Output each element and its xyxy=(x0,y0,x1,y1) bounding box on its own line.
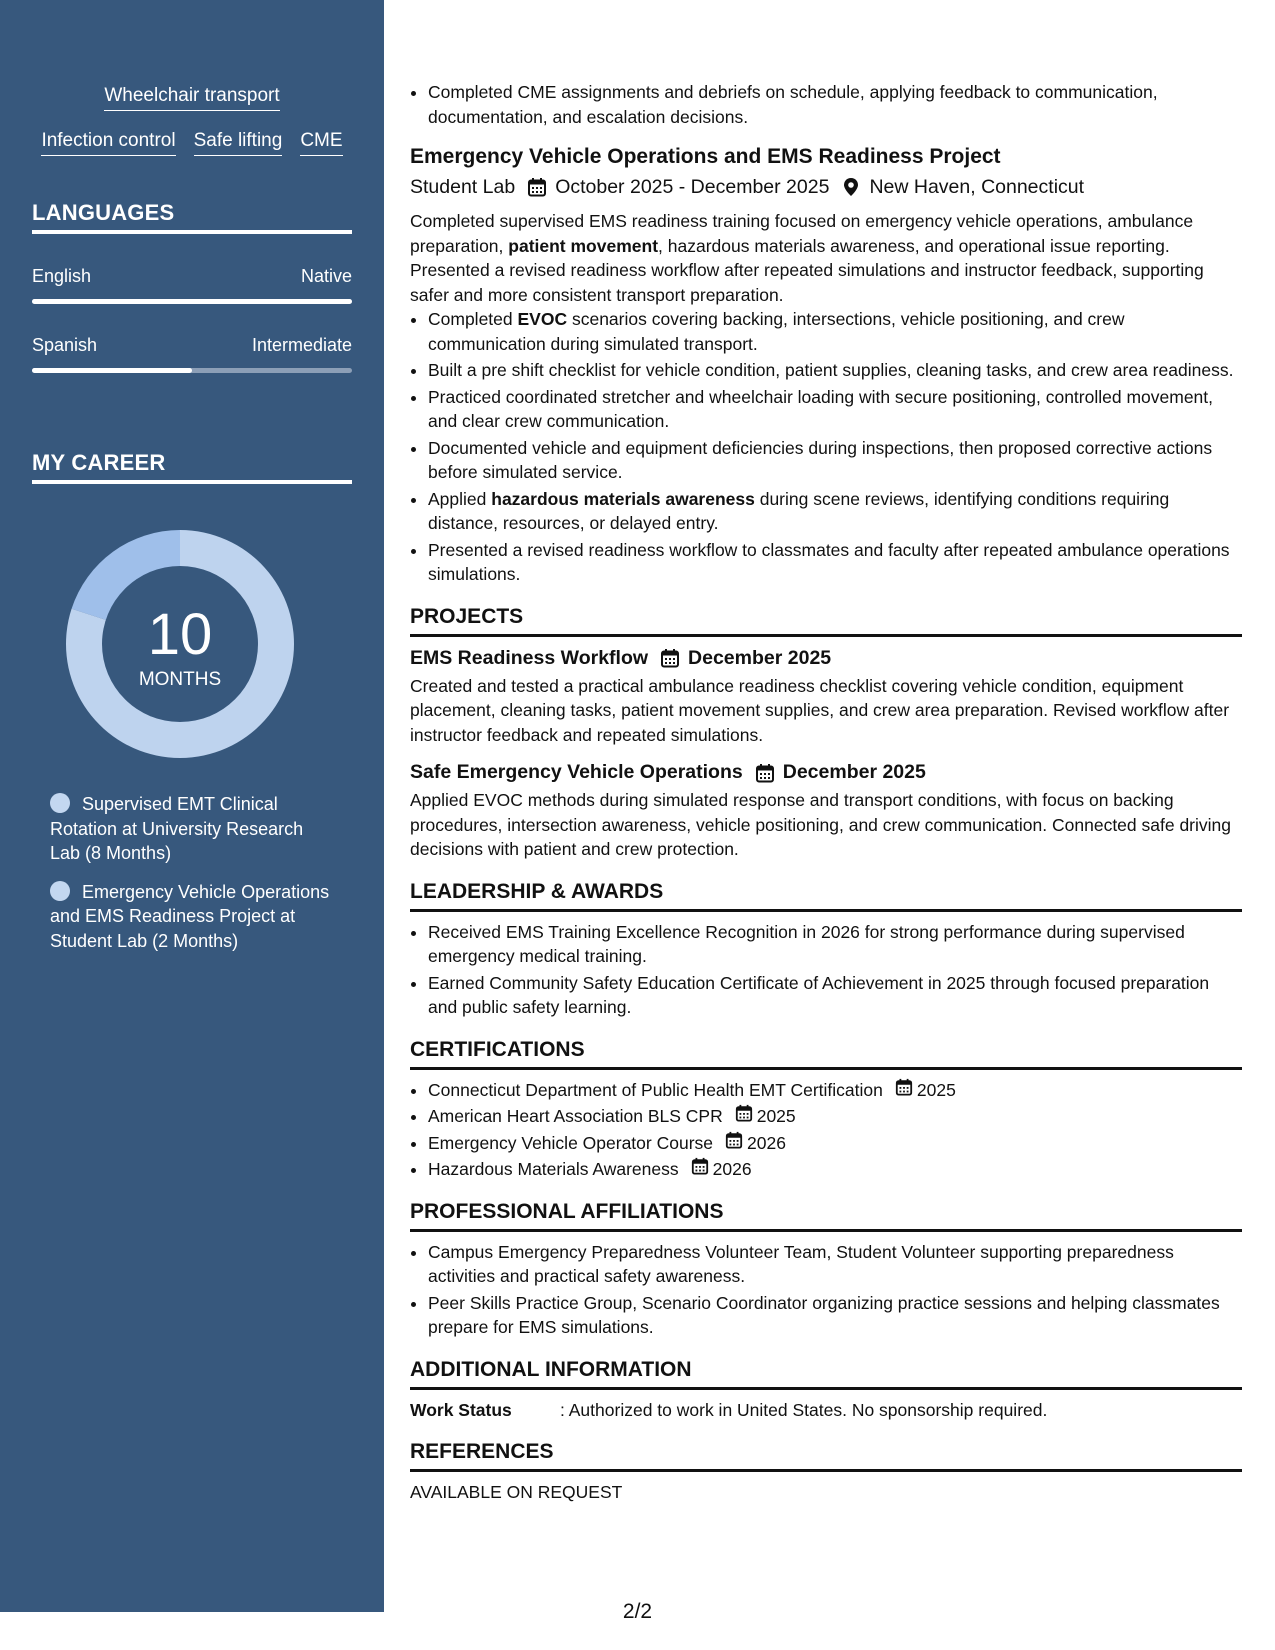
list-item xyxy=(428,1131,1242,1156)
skills-tags xyxy=(0,84,384,174)
list-item: • Built a pre shift checklist for vehicle condition, patient supplies, cleaning tasks, and crew area readiness. xyxy=(428,358,1242,383)
list-item: • Received EMS Training Excellence Recognition in 2026 for strong performance during supervised emergency medical training. xyxy=(428,920,1242,969)
list-item xyxy=(428,1157,1242,1182)
experience-location: New Haven, Connecticut xyxy=(869,176,1085,198)
list-item: • Campus Emergency Preparedness Volunteer Team, Student Volunteer supporting preparedness activities and practical safety awareness. xyxy=(428,1240,1242,1289)
language-bar-fill xyxy=(32,299,352,304)
language-name: Spanish xyxy=(32,335,98,355)
language-bar-fill xyxy=(32,368,192,373)
project-title xyxy=(410,759,1242,786)
cert-year: 2025 xyxy=(756,1106,796,1126)
career-unit: MONTHS xyxy=(138,669,222,690)
summary-text: Completed supervised EMS readiness training focused on emergency vehicle operations, ambulance preparation, xyxy=(410,211,1194,256)
bullet-bold: EVOC xyxy=(517,309,568,329)
main-content xyxy=(410,80,1242,1504)
cert-year: 2026 xyxy=(747,1132,786,1153)
project-name: EMS Readiness Workflow xyxy=(410,646,649,669)
career-donut-chart xyxy=(66,530,294,758)
project-name: Safe Emergency Vehicle Operations xyxy=(410,761,743,783)
calendar-icon xyxy=(725,1131,743,1149)
language-spanish xyxy=(32,335,352,373)
language-name: English xyxy=(32,266,92,286)
experience-meta xyxy=(410,173,1242,201)
project-desc: Applied EVOC methods during simulated response and transport conditions, with focus on backing procedures, intersection awareness, vehicle positioning, and crew communication. Connected safe driving decisions with patient and crew protection. xyxy=(410,790,1231,859)
cert-name: American Heart Association BLS CPR xyxy=(428,1106,723,1126)
list-item xyxy=(428,307,1242,356)
top-bullets xyxy=(410,80,1242,129)
bullet-text: Completed xyxy=(428,309,518,329)
language-bar xyxy=(32,299,352,304)
career-item-label: Emergency Vehicle Operations and EMS Readiness Project at Student Lab (2 Months) xyxy=(50,881,330,951)
experience-org: Student Lab xyxy=(410,176,516,198)
list-item: • Practiced coordinated stretcher and wheelchair loading with secure positioning, controlled movement, and clear crew communication. xyxy=(428,385,1242,434)
certifications-list xyxy=(410,1078,1242,1182)
career-list xyxy=(50,792,330,967)
cert-year: 2025 xyxy=(916,1079,956,1100)
calendar-icon xyxy=(755,763,775,783)
references-value: AVAILABLE ON REQUEST xyxy=(410,1481,623,1502)
bullet-text: Applied xyxy=(428,488,492,509)
experience-summary xyxy=(410,209,1242,307)
affiliations-heading: PROFESSIONAL AFFILIATIONS xyxy=(410,1198,1242,1232)
work-status-row xyxy=(410,1398,1242,1422)
language-english xyxy=(32,266,352,304)
experience-dates: October 2025 - December 2025 xyxy=(555,176,830,198)
page-number: 2/2 xyxy=(622,1600,653,1623)
additional-heading: ADDITIONAL INFORMATION xyxy=(410,1356,1242,1390)
cert-name: Emergency Vehicle Operator Course xyxy=(428,1132,713,1153)
summary-text: , hazardous materials awareness, and operational issue reporting. Presented a revised readiness workflow after repeated simulations and instructor feedback, supporting safer and more consistent transport preparation. xyxy=(410,235,1204,305)
career-item-label: Supervised EMT Clinical Rotation at University Research Lab (8 Months) xyxy=(50,794,304,863)
list-item xyxy=(428,1104,1242,1129)
references-heading: REFERENCES xyxy=(410,1438,1242,1472)
skills-row-1 xyxy=(0,84,384,111)
map-pin-icon xyxy=(841,177,861,197)
skill-tag: Infection control xyxy=(41,129,175,156)
list-item xyxy=(428,1078,1242,1103)
career-dot xyxy=(50,793,70,813)
list-item: • Peer Skills Practice Group, Scenario Coordinator organizing practice sessions and helping classmates prepare for EMS simulations. xyxy=(428,1291,1242,1340)
sidebar xyxy=(0,0,384,1612)
certifications-heading: CERTIFICATIONS xyxy=(410,1036,1242,1070)
career-dot xyxy=(50,881,70,901)
project-date: December 2025 xyxy=(688,646,832,669)
cert-year: 2026 xyxy=(712,1159,752,1179)
career-item xyxy=(50,792,330,866)
skill-tag: CME xyxy=(300,129,342,156)
calendar-icon xyxy=(691,1157,709,1175)
list-item: • Presented a revised readiness workflow to classmates and faculty after repeated ambulance operations simulations. xyxy=(428,538,1242,587)
calendar-icon xyxy=(735,1104,753,1122)
language-bar xyxy=(32,368,352,373)
language-level: Native xyxy=(300,266,352,286)
skills-row-2 xyxy=(0,129,384,156)
leadership-heading: LEADERSHIP & AWARDS xyxy=(410,878,1242,912)
cert-name: Connecticut Department of Public Health EMT Certification xyxy=(428,1079,883,1100)
career-total: 10 xyxy=(147,602,213,667)
calendar-icon xyxy=(660,648,680,668)
skill-tag: Safe lifting xyxy=(194,129,283,156)
project-desc: Created and tested a practical ambulance readiness checklist covering vehicle condition, equipment placement, cleaning tasks, patient movement supplies, and crew area preparation. Revised workflow after instructor feedback and repeated simulations. xyxy=(410,675,1230,745)
career-heading: MY CAREER xyxy=(32,450,352,484)
affiliations-list xyxy=(410,1240,1242,1340)
work-status-value: : Authorized to work in United States. No sponsorship required. xyxy=(560,1399,1048,1420)
leadership-list xyxy=(410,920,1242,1020)
project-date: December 2025 xyxy=(782,761,926,783)
language-level: Intermediate xyxy=(251,335,352,355)
list-item: • Earned Community Safety Education Certificate of Achievement in 2025 through focused preparation and public safety learning. xyxy=(428,971,1242,1020)
calendar-icon xyxy=(895,1078,913,1096)
projects-heading: PROJECTS xyxy=(410,603,1242,637)
work-status-label: Work Status xyxy=(410,1399,512,1420)
experience-title: Emergency Vehicle Operations and EMS Readiness Project xyxy=(410,145,1001,168)
skill-tag: Wheelchair transport xyxy=(104,84,279,111)
summary-bold: patient movement xyxy=(508,235,659,256)
career-item xyxy=(50,880,330,954)
project-title xyxy=(410,645,1242,672)
experience-bullets xyxy=(410,307,1242,587)
calendar-icon xyxy=(527,177,547,197)
list-item: • Documented vehicle and equipment deficiencies during inspections, then proposed corrective actions before simulated service. xyxy=(428,436,1242,485)
bullet-text: scenarios covering backing, intersections, vehicle positioning, and crew communication during simulated transport. xyxy=(428,309,1125,354)
languages-heading: LANGUAGES xyxy=(32,200,352,234)
bullet-bold: hazardous materials awareness xyxy=(491,488,755,509)
cert-name: Hazardous Materials Awareness xyxy=(428,1159,679,1179)
list-item xyxy=(428,487,1242,536)
list-item: • Completed CME assignments and debriefs on schedule, applying feedback to communication, documentation, and escalation decisions. xyxy=(428,80,1242,129)
bullet-text: during scene reviews, identifying conditions requiring distance, resources, or delayed entry. xyxy=(428,488,1170,533)
